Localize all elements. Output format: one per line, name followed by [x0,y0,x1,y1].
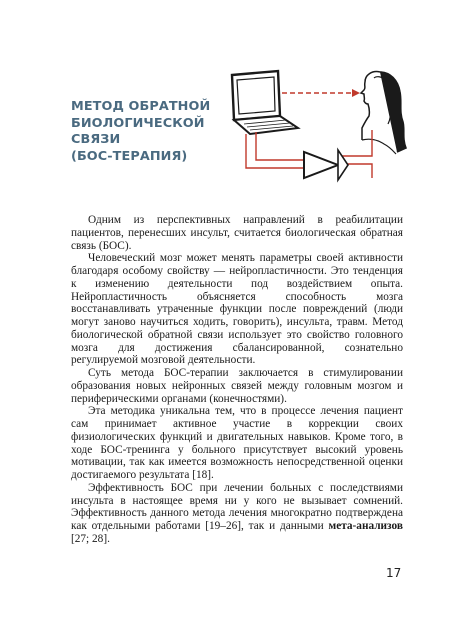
paragraph: Суть метода БОС-терапии заключается в стимулировании образования новых нейронных связей между головным мозгом и периферическими органами (конечностями). [71,367,403,405]
paragraph: Эта методика уникальна тем, что в процессе лечения пациент сам принимает активное участие в коррекции своих физиологических функций и двигательных навыков. Кроме того, в ходе БОС-тренинга у больного присутствует высокий уровень мотивации, так как имеется возможность непосредственной оценки достигаемого результата [18]. [71,405,403,481]
laptop-icon [232,71,298,134]
paragraph: Человеческий мозг может менять параметры своей активности благодаря особому свойству — нейропластичности. Это тенденция к изменению деятельности под воздействием опыта. Нейропластичность объясняется способность мозга восстанавливать утраченные функции после повреждений (люди могут заново научиться ходить, говорить), инсульта, травм. Метод биологической обратной связи использует это свойство головного мозга для достижения сбалансированной, сознательно регулируемой мозговой деятельности. [71,252,403,367]
heading-line-3: СВЯЗИ [71,132,121,147]
dashed-arrow-icon [282,89,360,97]
page-number: 17 [386,566,402,580]
woman-profile-icon [361,72,406,154]
heading-line-1: МЕТОД ОБРАТНОЙ [71,99,211,114]
paragraph: Одним из перспективных направлений в реабилитации пациентов, перенесших инсульт, считается биологическая обратная связь (БОС). [71,214,403,252]
heading-line-4: (БОС-ТЕРАПИЯ) [71,148,188,164]
bold-term: мета-анализов [328,520,403,532]
heading-line-2: БИОЛОГИЧЕСКОЙ [71,115,205,131]
body-text [71,214,403,546]
text-run: Эффективность БОС при лечении больных с последствиями инсульта в настоящее время ни у кого не вызывает сомнений. Эффективность данного метода лечения многократно подтверждена как отдельными работами [19–26], так и данными [71,481,403,532]
paragraph-last [71,482,403,546]
section-heading [71,99,221,165]
text-run: [27; 28]. [71,532,110,545]
biofeedback-illustration [222,68,410,192]
amplifier-icon [304,150,348,180]
